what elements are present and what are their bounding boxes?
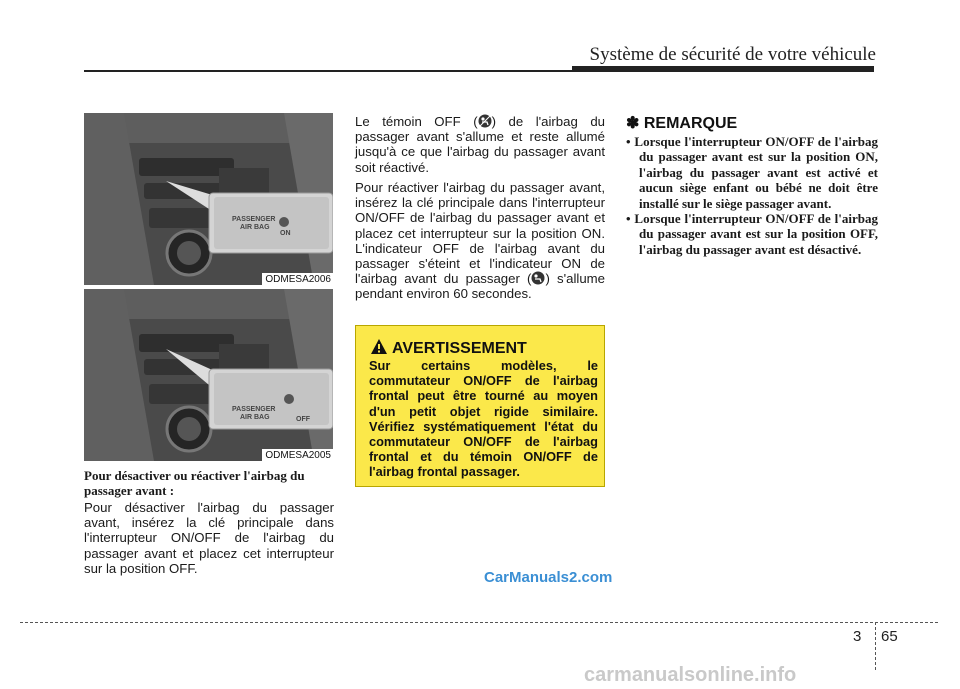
photo-airbag-switch-off — [84, 289, 333, 461]
header-title: Système de sécurité de votre véhicule — [589, 44, 876, 65]
switch-label-line2: AIR BAG — [240, 414, 270, 421]
warning-text: Sur certains modèles, le commutateur ON/OFF de l'airbag frontal peut être tourné au moyen d'un petit objet rigide similaire. Vérifiez systématiquement l'état du commutateur ON/OFF de l'airbag frontal et du témoin ON/OFF de l'airbag frontal passager. — [369, 358, 598, 480]
watermark-link[interactable]: CarManuals2.com — [484, 569, 613, 586]
switch-label-line1: PASSENGER — [232, 406, 276, 413]
airbag-on-icon — [531, 271, 545, 285]
paragraph-deactivate: Pour désactiver l'airbag du passager avant, insérez la clé principale dans l'interrupteur ON/OFF de l'airbag du passager avant et placez cet interrupteur sur la position OFF. — [84, 500, 334, 576]
switch-indicator-label: ON — [280, 230, 291, 237]
text-fragment: Le témoin OFF ( — [355, 114, 478, 129]
switch-label-line2: AIR BAG — [240, 224, 270, 231]
page-number: 65 — [881, 628, 898, 645]
watermark-text: carmanualsonline.info — [584, 664, 797, 686]
dashboard-illustration — [84, 289, 333, 461]
note-item: • Lorsque l'interrupteur ON/OFF de l'airbag du passager avant est sur la position OFF, l'airbag du passager avant est désactivé. — [626, 211, 878, 257]
text-fragment: Pour réactiver l'airbag du passager avant, insérez la clé principale dans l'interrupteur ON/OFF de l'airbag du passager avant et placez cet interrupteur sur la position ON. L'indicateur OFF de l'airbag avant du passager s'éteint et l'indicateur ON de l'airbag avant du passager ( — [355, 180, 605, 287]
note-item: • Lorsque l'interrupteur ON/OFF de l'airbag du passager avant est sur la position ON, l'airbag du passager avant est activé et aucun siège enfant ou bébé ne doit être installé sur le siège passager avant. — [626, 134, 878, 211]
paragraph-off-indicator — [355, 114, 605, 175]
section-caption: Pour désactiver ou réactiver l'airbag du passager avant : — [84, 468, 305, 498]
photo-airbag-switch-on — [84, 113, 333, 285]
note-title: ✽ REMARQUE — [626, 115, 738, 132]
chapter-number: 3 — [853, 628, 862, 645]
switch-indicator-label: OFF — [296, 416, 310, 423]
note-list — [626, 134, 878, 257]
paragraph-reactivate — [355, 180, 605, 302]
photo-code: ODMESA2005 — [262, 449, 333, 461]
footer-rule — [20, 622, 938, 623]
warning-box — [355, 325, 605, 487]
footer-divider — [875, 622, 876, 670]
warning-title: AVERTISSEMENT — [392, 340, 527, 357]
warning-triangle-icon — [370, 338, 388, 355]
dashboard-illustration — [84, 113, 333, 285]
switch-label-line1: PASSENGER — [232, 216, 276, 223]
text-fragment: ) s'allume pendant environ 60 secondes. — [355, 271, 605, 302]
text-fragment: ) de l'airbag du passager avant s'allume et reste allumé jusqu'à ce que l'airbag du passager avant soit réactivé. — [355, 114, 605, 175]
photo-code: ODMESA2006 — [262, 273, 333, 285]
header-rule-thick — [572, 66, 874, 72]
airbag-off-icon — [478, 114, 492, 128]
